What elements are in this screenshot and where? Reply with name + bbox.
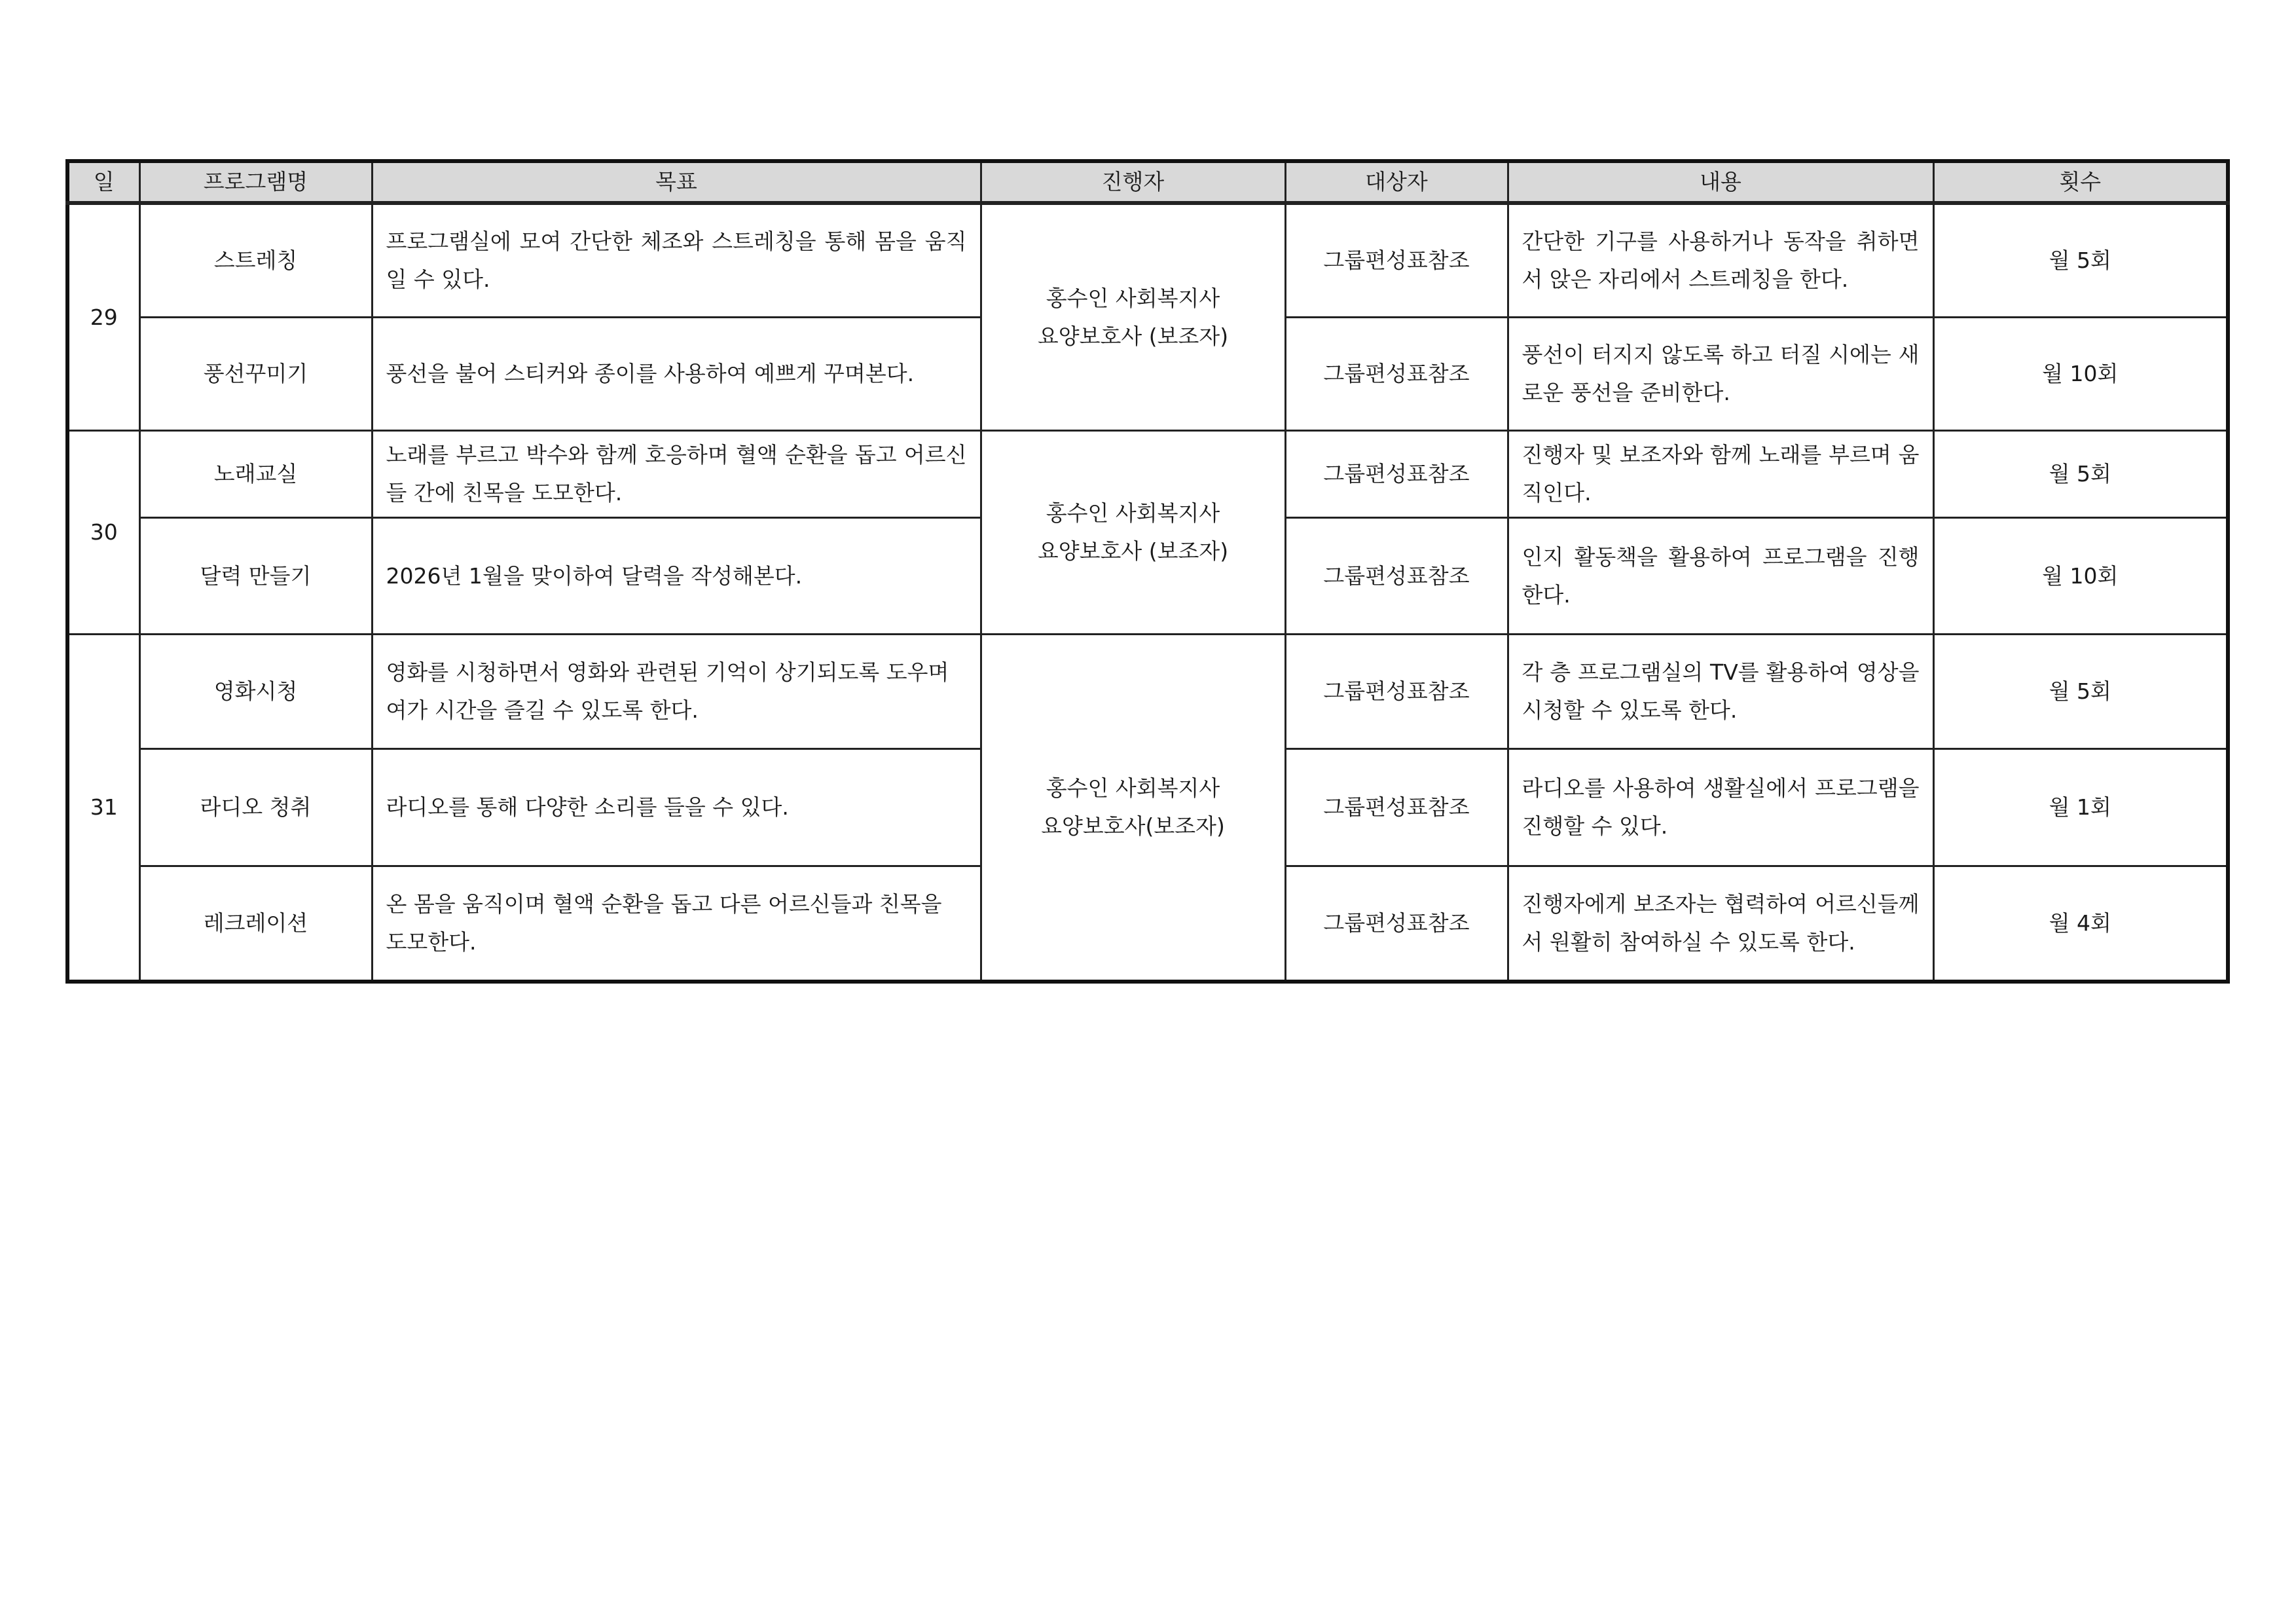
program-name-cell: 풍선꾸미기 [139,318,372,431]
goal-cell: 라디오를 통해 다양한 소리를 들을 수 있다. [372,749,981,866]
count-cell: 월 4회 [1933,866,2228,982]
goal-cell: 프로그램실에 모여 간단한 체조와 스트레칭을 통해 몸을 움직일 수 있다. [372,203,981,318]
table-row [67,431,2228,518]
target-cell: 그룹편성표참조 [1285,431,1508,518]
target-cell: 그룹편성표참조 [1285,749,1508,866]
header-content: 내용 [1508,161,1933,203]
day-cell: 30 [67,431,139,635]
header-target: 대상자 [1285,161,1508,203]
header-row [67,161,2228,203]
goal-cell: 노래를 부르고 박수와 함께 호응하며 혈액 순환을 돕고 어르신들 간에 친목을 도모한다. [372,431,981,518]
program-name-cell: 달력 만들기 [139,518,372,635]
table-row [67,635,2228,749]
program-name-cell: 노래교실 [139,431,372,518]
program-name-cell: 레크레이션 [139,866,372,982]
goal-cell: 풍선을 불어 스티커와 종이를 사용하여 예쁘게 꾸며본다. [372,318,981,431]
table-row [67,203,2228,318]
count-cell: 월 10회 [1933,318,2228,431]
content-cell: 라디오를 사용하여 생활실에서 프로그램을 진행할 수 있다. [1508,749,1933,866]
program-name-cell: 스트레칭 [139,203,372,318]
target-cell: 그룹편성표참조 [1285,635,1508,749]
program-name-cell: 영화시청 [139,635,372,749]
target-cell: 그룹편성표참조 [1285,866,1508,982]
content-cell: 각 층 프로그램실의 TV를 활용하여 영상을 시청할 수 있도록 한다. [1508,635,1933,749]
count-cell: 월 5회 [1933,635,2228,749]
header-goal: 목표 [372,161,981,203]
count-cell: 월 10회 [1933,518,2228,635]
content-cell: 간단한 기구를 사용하거나 동작을 취하면서 앉은 자리에서 스트레칭을 한다. [1508,203,1933,318]
target-cell: 그룹편성표참조 [1285,318,1508,431]
leader-cell: 홍수인 사회복지사 요양보호사 (보조자) [981,431,1285,635]
program-schedule-table [65,159,2230,984]
day-cell: 31 [67,635,139,982]
day-cell: 29 [67,203,139,431]
content-cell: 진행자에게 보조자는 협력하여 어르신들께서 원활히 참여하실 수 있도록 한다. [1508,866,1933,982]
count-cell: 월 5회 [1933,431,2228,518]
count-cell: 월 1회 [1933,749,2228,866]
content-cell: 풍선이 터지지 않도록 하고 터질 시에는 새로운 풍선을 준비한다. [1508,318,1933,431]
goal-cell: 영화를 시청하면서 영화와 관련된 기억이 상기되도록 도우며 여가 시간을 즐길 수 있도록 한다. [372,635,981,749]
header-day: 일 [67,161,139,203]
target-cell: 그룹편성표참조 [1285,518,1508,635]
content-cell: 인지 활동책을 활용하여 프로그램을 진행한다. [1508,518,1933,635]
leader-cell: 홍수인 사회복지사 요양보호사(보조자) [981,635,1285,982]
program-name-cell: 라디오 청취 [139,749,372,866]
count-cell: 월 5회 [1933,203,2228,318]
header-count: 횟수 [1933,161,2228,203]
content-cell: 진행자 및 보조자와 함께 노래를 부르며 움직인다. [1508,431,1933,518]
goal-cell: 2026년 1월을 맞이하여 달력을 작성해본다. [372,518,981,635]
goal-cell: 온 몸을 움직이며 혈액 순환을 돕고 다른 어르신들과 친목을 도모한다. [372,866,981,982]
header-program: 프로그램명 [139,161,372,203]
target-cell: 그룹편성표참조 [1285,203,1508,318]
leader-cell: 홍수인 사회복지사 요양보호사 (보조자) [981,203,1285,431]
header-leader: 진행자 [981,161,1285,203]
